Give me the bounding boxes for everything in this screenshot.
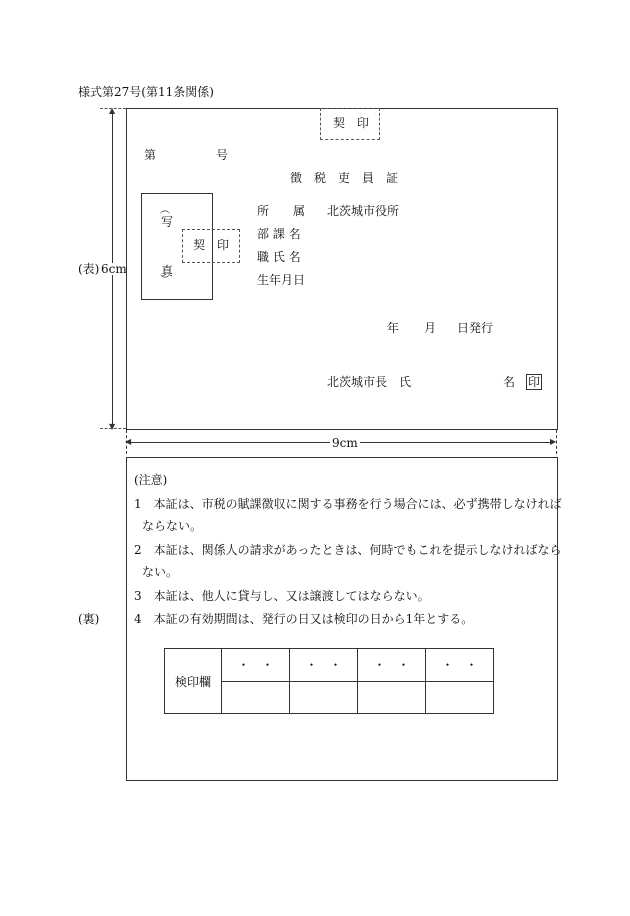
stamp-table xyxy=(164,648,494,714)
photo-label-top: 写 xyxy=(161,215,174,229)
seal-photo-label: 契 印 xyxy=(193,238,230,252)
front-side-label: (表) xyxy=(78,262,100,276)
photo-open-paren: ︵ xyxy=(160,205,170,216)
card-title: 徴 税 吏 員 証 xyxy=(290,171,399,185)
issue-year: 年 xyxy=(387,321,400,335)
stamp-seal-cell xyxy=(358,681,426,714)
note-2-line1: 2 本証は、関係人の請求があったときは、何時でもこれを提示しなければなら xyxy=(134,543,562,557)
height-dim-arrow-down: ▼ xyxy=(109,422,116,431)
stamp-date-cell: ・ ・ xyxy=(426,649,494,682)
stamp-date-cell: ・ ・ xyxy=(222,649,290,682)
field-label-affiliation: 所 属 xyxy=(257,204,306,218)
height-dim-label: 6cm xyxy=(101,262,127,276)
stamp-date-cell: ・ ・ xyxy=(358,649,426,682)
note-4: 4 本証の有効期間は、発行の日又は検印の日から1年とする。 xyxy=(134,612,474,626)
photo-label-bottom: 真 xyxy=(161,264,174,278)
seal-mark-stamp: 印 xyxy=(528,375,541,389)
issue-day: 日発行 xyxy=(457,321,494,335)
number-prefix: 第 xyxy=(144,148,157,162)
note-3: 3 本証は、他人に貸与し、又は譲渡してはならない。 xyxy=(134,589,430,603)
width-dim-label: 9cm xyxy=(332,436,358,450)
field-value-affiliation: 北茨城市役所 xyxy=(327,204,400,218)
issue-month: 月 xyxy=(424,321,437,335)
field-label-department: 部 課 名 xyxy=(257,227,301,241)
width-dim-arrow-left: ◀ xyxy=(125,437,132,446)
note-1-line2: ならない。 xyxy=(142,519,203,533)
photo-close-paren: ︶ xyxy=(160,275,170,286)
stamp-seal-cell xyxy=(222,681,290,714)
note-1-line1: 1 本証は、市税の賦課徴収に関する事務を行う場合には、必ず携帯しなければ xyxy=(134,497,562,511)
field-label-birthdate: 生年月日 xyxy=(257,273,306,287)
issuer: 北茨城市長 氏 xyxy=(327,375,412,389)
note-2-line2: ない。 xyxy=(142,565,179,579)
stamp-seal-cell xyxy=(290,681,358,714)
form-title: 様式第27号(第11条関係) xyxy=(78,85,214,99)
stamp-seal-cell xyxy=(426,681,494,714)
stamp-label-cell: 検印欄 xyxy=(165,649,222,714)
stamp-date-cell: ・ ・ xyxy=(290,649,358,682)
height-dim-arrow-up: ▲ xyxy=(109,106,116,115)
number-suffix: 号 xyxy=(216,148,229,162)
seal-top-label: 契 印 xyxy=(333,116,370,130)
issuer-name-suffix: 名 xyxy=(503,375,516,389)
field-label-title-name: 職 氏 名 xyxy=(257,250,301,264)
notes-header: (注意) xyxy=(134,473,168,487)
back-side-label: (裏) xyxy=(78,612,100,626)
width-dim-arrow-right: ▶ xyxy=(550,437,557,446)
